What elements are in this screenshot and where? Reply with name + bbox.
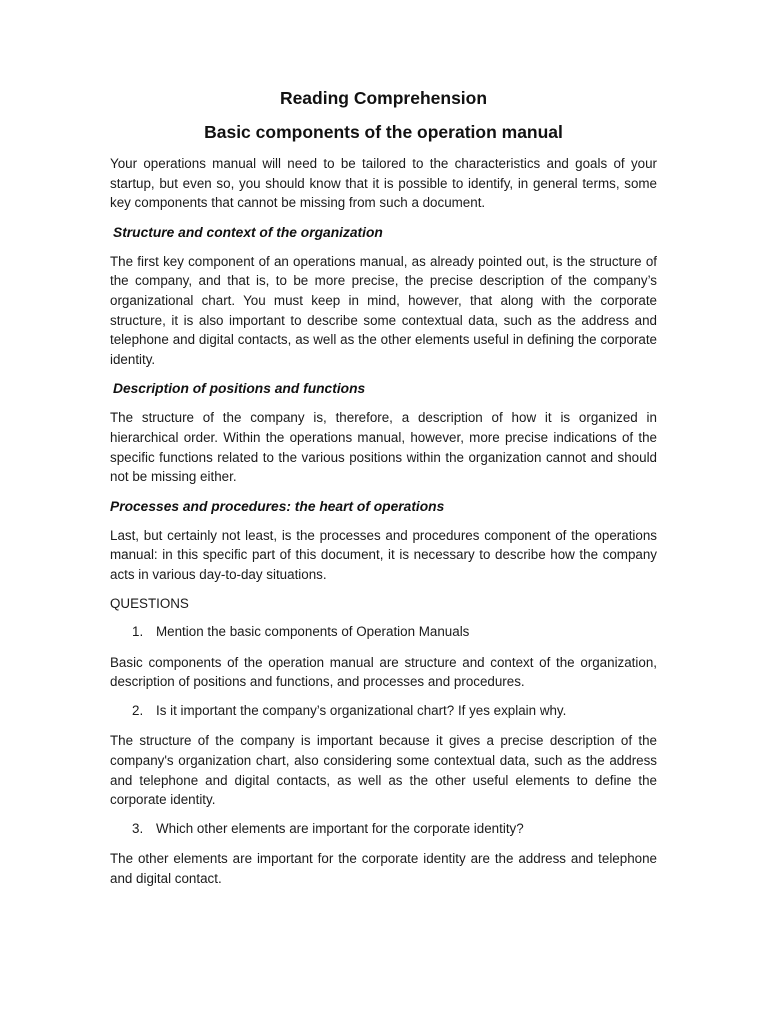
- answer-paragraph: Basic components of the operation manual are structure and context of the organization, description of positions and functions, and processes and procedures.: [110, 654, 657, 690]
- document-subtitle: Basic components of the operation manual: [204, 122, 563, 142]
- section-heading-processes: Processes and procedures: the heart of operations: [110, 498, 445, 514]
- question-text: Mention the basic components of Operation Manuals: [156, 624, 470, 640]
- section-body-processes: Last, but certainly not least, is the processes and procedures component of the operations manual: in this specific part of this document, it is necessary to describe how the company acts in various day-to-day situations.: [110, 527, 657, 582]
- question-item: [110, 622, 657, 642]
- section-body-structure: The first key component of an operations manual, as already pointed out, is the structure of the company, and that is, to be more precise, the precise description of the company’s organizational chart. You must keep in mind, however, that along with the corporate structure, it is also important to describe some contextual data, such as the address and telephone and digital contacts, as well as the other elements useful in defining the corporate identity.: [110, 253, 657, 367]
- question-text: Is it important the company’s organizational chart? If yes explain why.: [156, 702, 567, 718]
- section-heading-positions: Description of positions and functions: [113, 381, 366, 397]
- question-item: [110, 701, 657, 721]
- question-number: 3.: [132, 820, 144, 836]
- question-text: Which other elements are important for the corporate identity?: [156, 820, 524, 836]
- question-item: [110, 819, 657, 839]
- answer-paragraph: The other elements are important for the corporate identity are the address and telephone and digital contact.: [110, 851, 657, 887]
- section-body-positions: The structure of the company is, therefore, a description of how it is organized in hierarchical order. Within the operations manual, however, more precise indications of the specific functions related to the various positions within the organization cannot and should not be missing either.: [110, 410, 657, 485]
- intro-paragraph: Your operations manual will need to be tailored to the characteristics and goals of your startup, but even so, you should know that it is possible to identify, in general terms, some key components that cannot be missing from such a document.: [110, 156, 657, 211]
- document-page: [110, 86, 657, 889]
- answer-paragraph: The structure of the company is important because it gives a precise description of the company's organization chart, also considering some contextual data, such as the address and telephone and digital contacts, as well as the other useful elements to define the corporate identity.: [110, 733, 657, 808]
- document-title: Reading Comprehension: [279, 88, 488, 108]
- section-heading-structure: Structure and context of the organization: [113, 224, 383, 240]
- questions-label: QUESTIONS: [110, 595, 189, 611]
- question-number: 2.: [132, 702, 144, 718]
- question-number: 1.: [132, 624, 144, 640]
